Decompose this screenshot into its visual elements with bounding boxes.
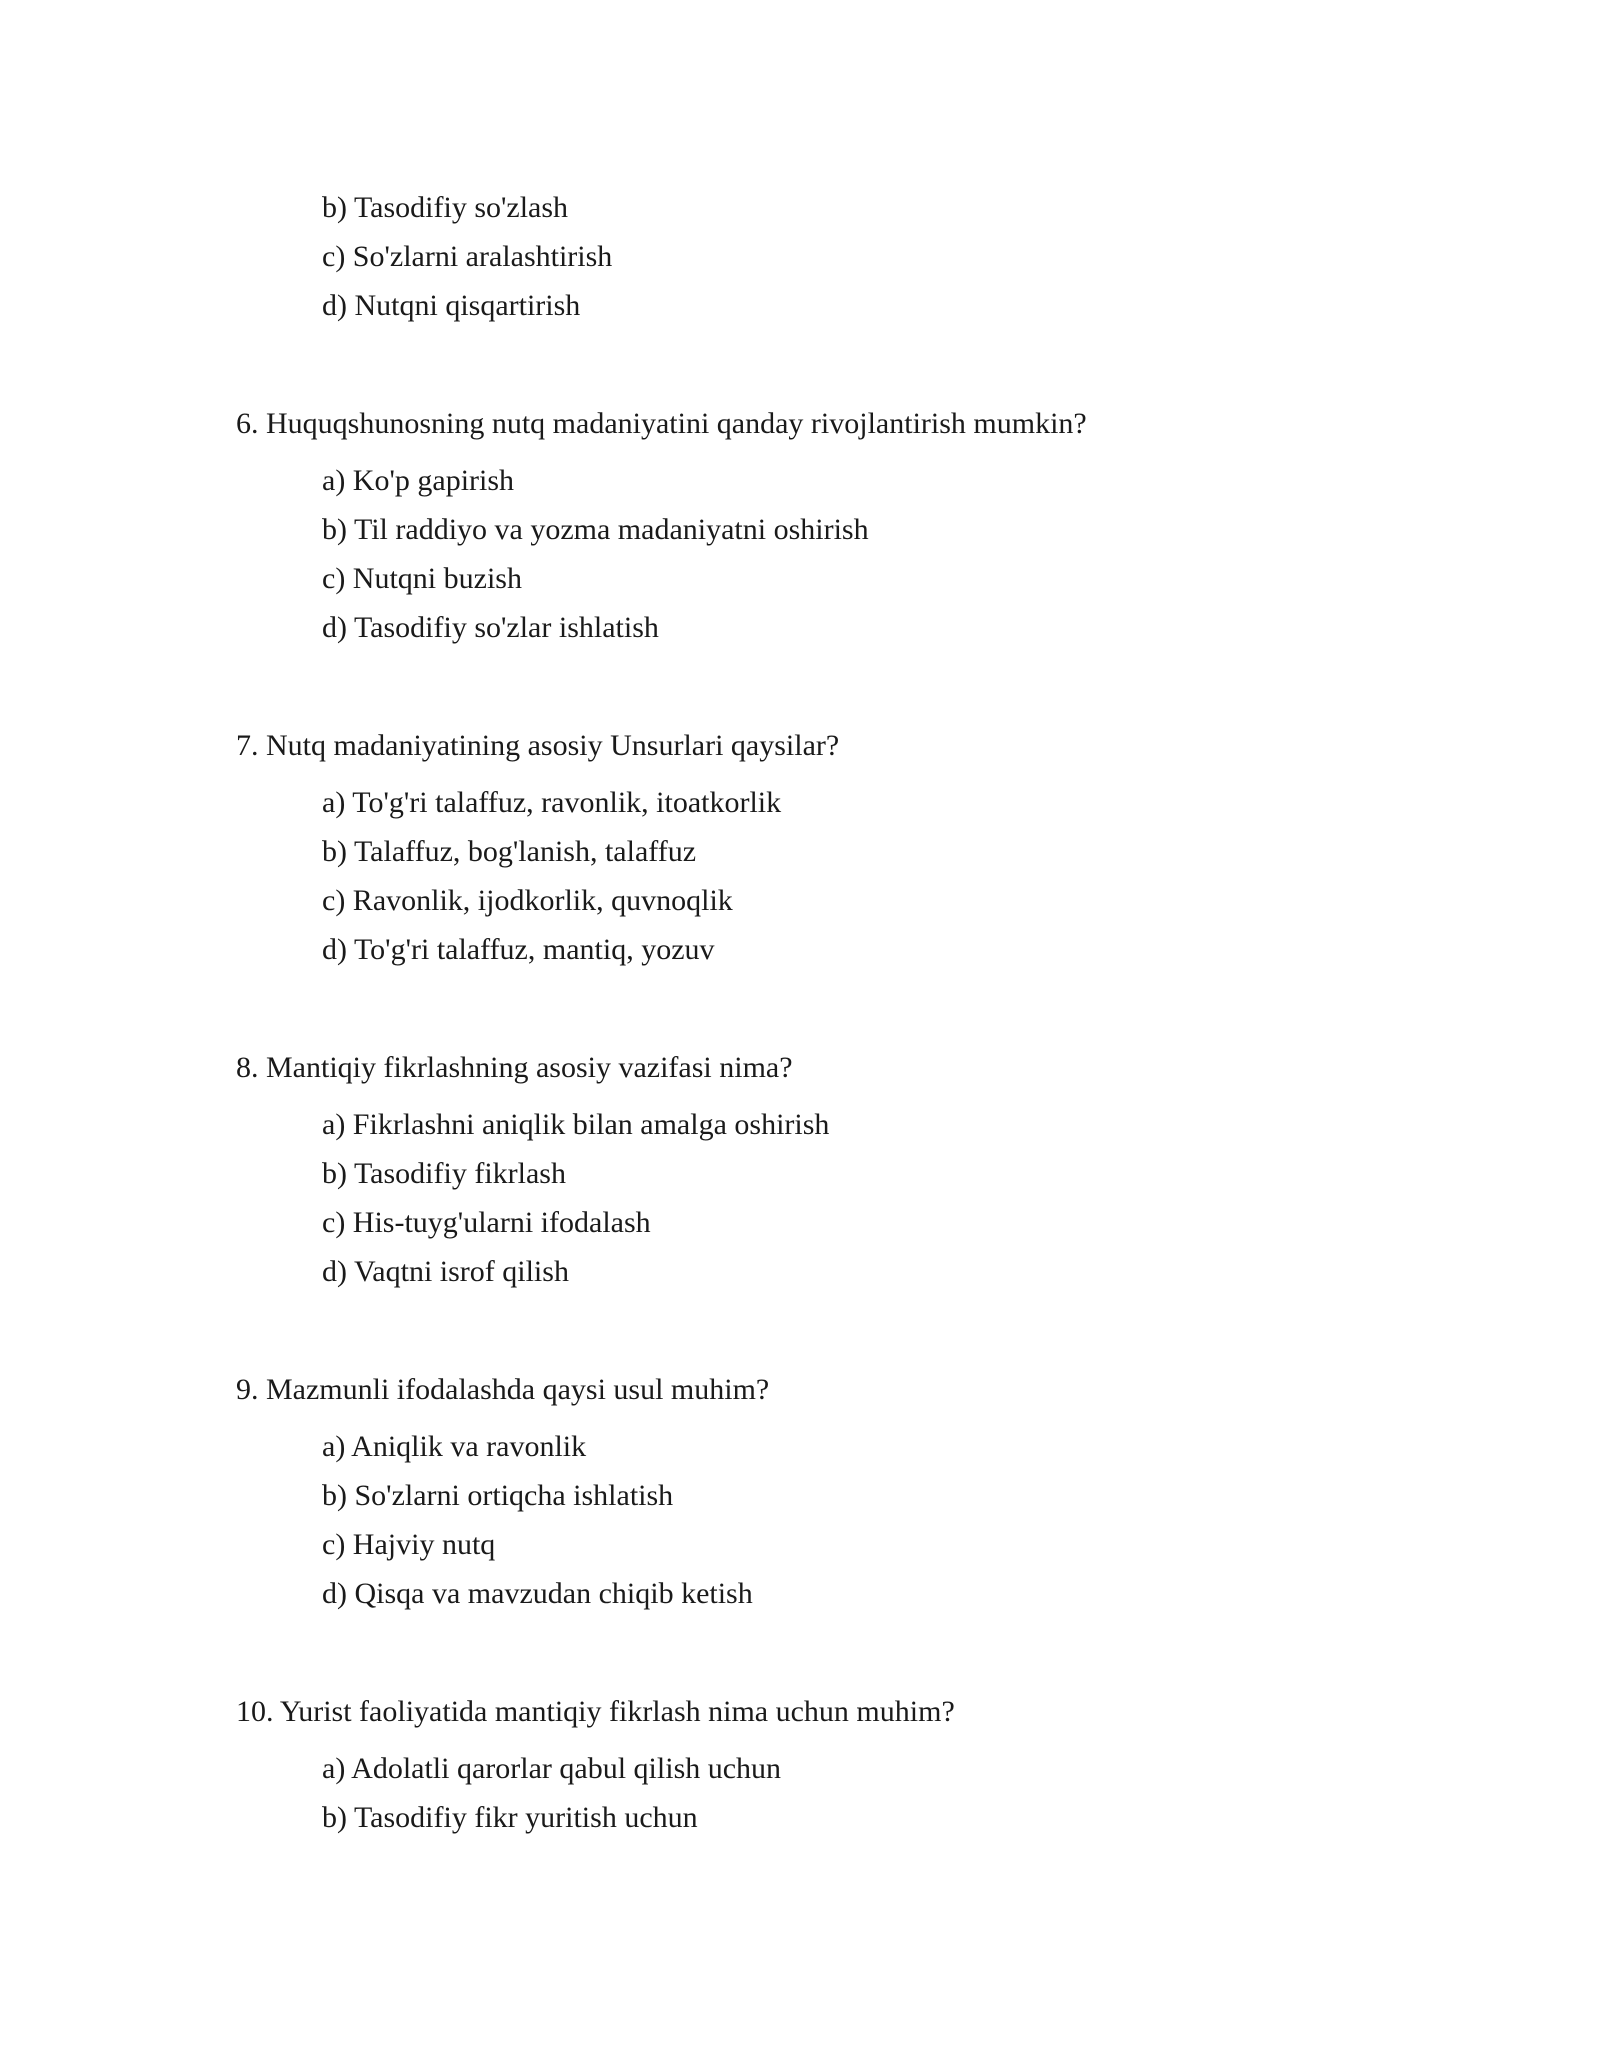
question-8-option-a: a) Fikrlashni aniqlik bilan amalga oshirish: [322, 1108, 830, 1141]
question-6-option-d: d) Tasodifiy so'zlar ishlatish: [322, 611, 659, 644]
question-6: 6. Huquqshunosning nutq madaniyatini qanday rivojlantirish mumkin?: [236, 407, 1087, 440]
question-8-option-c: c) His-tuyg'ularni ifodalash: [322, 1206, 651, 1239]
question-9-option-b: b) So'zlarni ortiqcha ishlatish: [322, 1479, 674, 1512]
question-9-option-c: c) Hajviy nutq: [322, 1528, 496, 1561]
question-6-option-b: b) Til raddiyo va yozma madaniyatni oshirish: [322, 513, 869, 546]
question-7: 7. Nutq madaniyatining asosiy Unsurlari qaysilar?: [236, 729, 840, 762]
question-7-option-c: c) Ravonlik, ijodkorlik, quvnoqlik: [322, 884, 733, 917]
question-6-option-a: a) Ko'p gapirish: [322, 464, 515, 497]
question-10: 10. Yurist faoliyatida mantiqiy fikrlash nima uchun muhim?: [236, 1695, 955, 1728]
option-prev-b: b) Tasodifiy so'zlash: [322, 191, 569, 224]
question-9-option-a: a) Aniqlik va ravonlik: [322, 1430, 587, 1463]
question-7-option-d: d) To'g'ri talaffuz, mantiq, yozuv: [322, 933, 715, 966]
question-8: 8. Mantiqiy fikrlashning asosiy vazifasi nima?: [236, 1051, 793, 1084]
question-8-option-d: d) Vaqtni isrof qilish: [322, 1255, 569, 1288]
question-7-option-a: a) To'g'ri talaffuz, ravonlik, itoatkorlik: [322, 786, 782, 819]
question-6-option-c: c) Nutqni buzish: [322, 562, 522, 595]
question-9: 9. Mazmunli ifodalashda qaysi usul muhim?: [236, 1373, 770, 1406]
question-8-option-b: b) Tasodifiy fikrlash: [322, 1157, 566, 1190]
option-prev-c: c) So'zlarni aralashtirish: [322, 240, 613, 273]
option-prev-d: d) Nutqni qisqartirish: [322, 289, 581, 322]
question-9-option-d: d) Qisqa va mavzudan chiqib ketish: [322, 1577, 753, 1610]
question-10-option-b: b) Tasodifiy fikr yuritish uchun: [322, 1801, 698, 1834]
question-7-option-b: b) Talaffuz, bog'lanish, talaffuz: [322, 835, 697, 868]
question-10-option-a: a) Adolatli qarorlar qabul qilish uchun: [322, 1752, 782, 1785]
